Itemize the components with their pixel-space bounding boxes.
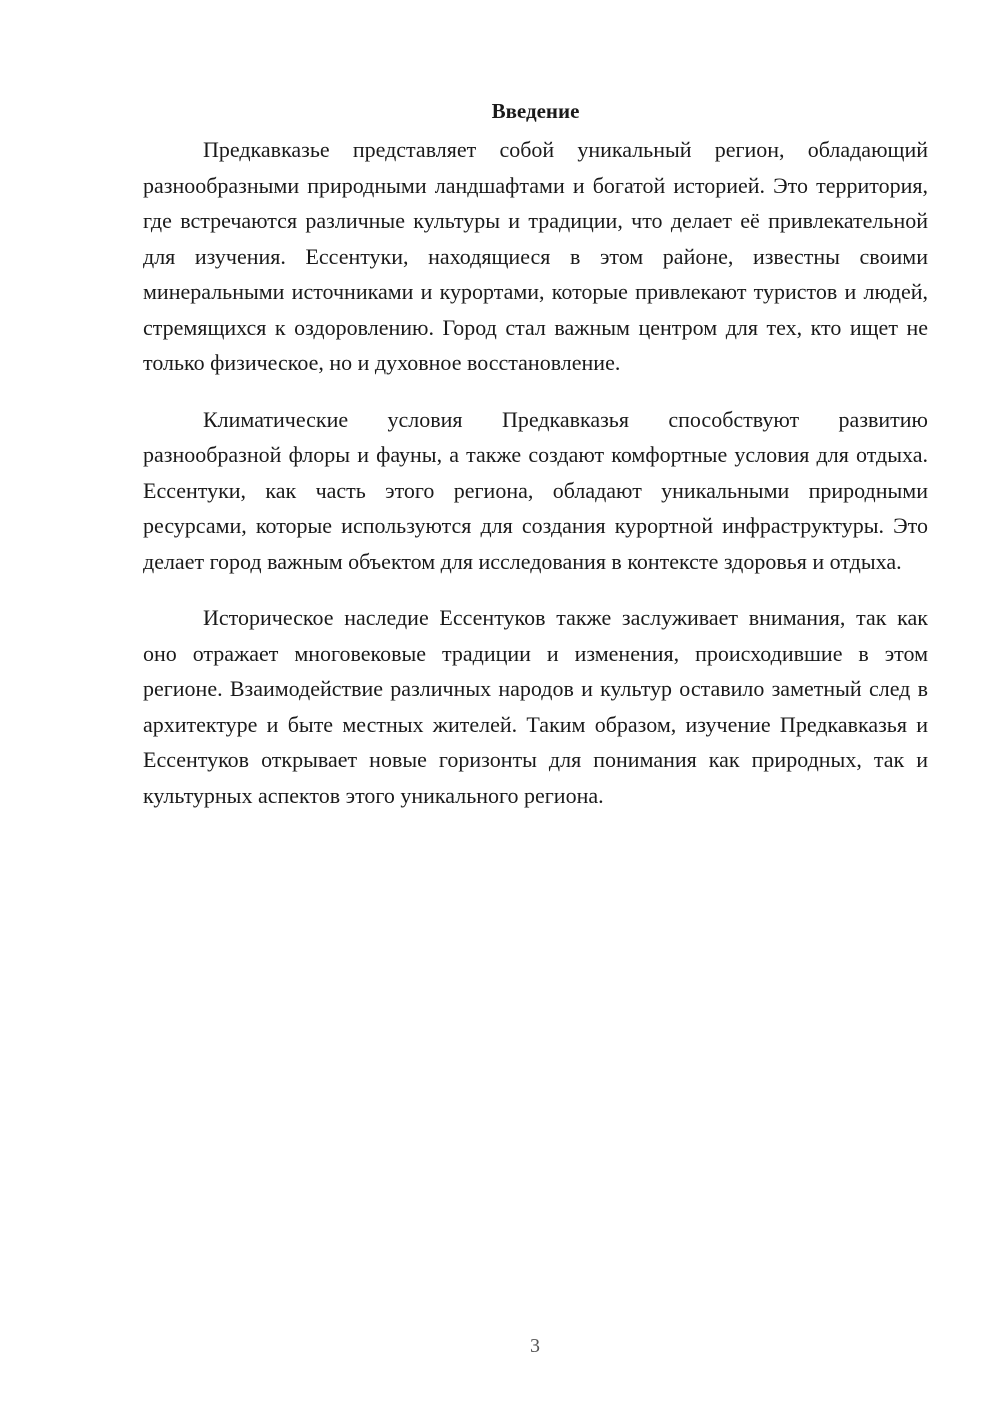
paragraph-1: Предкавказье представляет собой уникальный регион, обладающий разнообразными природными ландшафтами и богатой историей. Это территория, где встречаются различные культуры и традиции, что делает её привлекательной для изучения. Ессентуки, находящиеся в этом районе, известны своими минеральными источниками и курортами, которые привлекают туристов и людей, стремящихся к оздоровлению. Город стал важным центром для тех, кто ищет не только физическое, но и духовное восстановление. (143, 137, 928, 375)
page-content (143, 96, 928, 834)
section-title: Введение (491, 99, 580, 123)
paragraph-3: Историческое наследие Ессентуков также заслуживает внимания, так как оно отражает многовековые традиции и изменения, происходившие в этом регионе. Взаимодействие различных народов и культур оставило заметный след в архитектуре и быте местных жителей. Таким образом, изучение Предкавказья и Ессентуков открывает новые горизонты для понимания как природных, так и культурных аспектов этого уникального региона. (143, 605, 928, 808)
page-number: 3 (530, 1335, 540, 1357)
paragraph-2: Климатические условия Предкавказья способствуют развитию разнообразной флоры и фауны, а также создают комфортные условия для отдыха. Ессентуки, как часть этого региона, обладают уникальными природными ресурсами, которые используются для создания курортной инфраструктуры. Это делает город важным объектом для исследования в контексте здоровья и отдыха. (143, 406, 928, 574)
